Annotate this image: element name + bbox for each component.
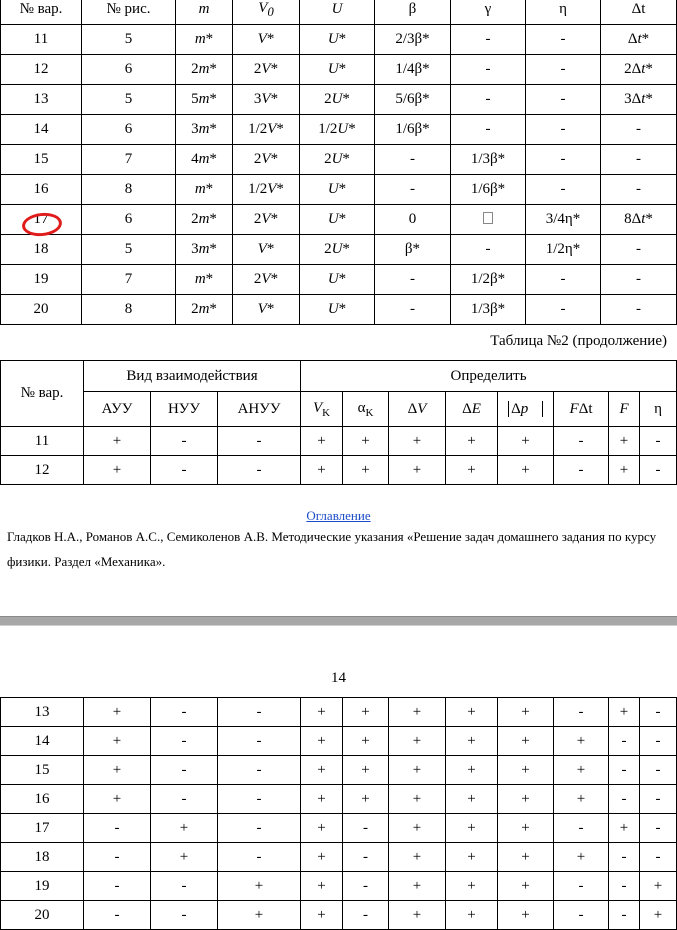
table-cell: 1/2η* (526, 235, 601, 265)
table-cell: - (640, 456, 677, 485)
table-cell: - (451, 85, 526, 115)
table-row (1, 872, 677, 901)
table-cell: + (498, 698, 554, 727)
table-cell: 2U* (300, 145, 375, 175)
table-subheader-row (1, 392, 677, 427)
table-cell: + (446, 901, 498, 930)
table-cell: + (498, 901, 554, 930)
table-cell: - (640, 785, 677, 814)
table-cell: + (389, 427, 446, 456)
table-row (1, 25, 677, 55)
table-row (1, 843, 677, 872)
header-cell: η (640, 392, 677, 427)
table-cell: + (498, 872, 554, 901)
table-cell: + (151, 843, 218, 872)
table-cell: + (446, 814, 498, 843)
table-row (1, 175, 677, 205)
table-cell: 3m* (176, 235, 233, 265)
header-group: Определить (301, 361, 677, 392)
table-cell: 17 (1, 205, 82, 235)
table-cell: + (84, 456, 151, 485)
table-cell: + (498, 756, 554, 785)
table-cell: - (84, 901, 151, 930)
header-cell: m (176, 0, 233, 25)
table-cell: - (151, 785, 218, 814)
table-cell: 12 (1, 55, 82, 85)
table-cell: + (301, 872, 343, 901)
table-cell: + (343, 427, 389, 456)
table-cell: 13 (1, 698, 84, 727)
table-cell: 19 (1, 265, 82, 295)
table-row (1, 756, 677, 785)
table-cell: 1/2V* (233, 115, 300, 145)
table-caption: Таблица №2 (продолжение) (490, 333, 667, 349)
table-cell: - (151, 901, 218, 930)
header-cell: F (609, 392, 640, 427)
table-cell: + (343, 785, 389, 814)
table-cell: + (446, 427, 498, 456)
table-cell: - (375, 175, 451, 205)
table-cell: + (498, 814, 554, 843)
table-cell: 2m* (176, 295, 233, 325)
table-cell: 1/2β* (451, 265, 526, 295)
header-cell: НУУ (151, 392, 218, 427)
table-cell: - (554, 814, 609, 843)
table-cell: + (301, 843, 343, 872)
table-cell: + (301, 814, 343, 843)
header-cell: $V_K$ (301, 392, 343, 427)
table-cell: 1/3β* (451, 145, 526, 175)
table-cell: + (446, 727, 498, 756)
table-cell: + (301, 785, 343, 814)
header-cell: Δp⃗ (498, 392, 554, 427)
header-cell: № рис. (82, 0, 176, 25)
table-cell: - (218, 814, 301, 843)
table-cell: - (84, 843, 151, 872)
table-cell: - (151, 756, 218, 785)
table-cell: 5 (82, 235, 176, 265)
table-cell: - (640, 843, 677, 872)
table-cell: + (609, 698, 640, 727)
table-cell: 16 (1, 785, 84, 814)
table-row (1, 85, 677, 115)
table-cell: 1/4β* (375, 55, 451, 85)
table-cell: + (446, 698, 498, 727)
table-cell: - (554, 698, 609, 727)
table-row (1, 727, 677, 756)
table-cell: + (389, 756, 446, 785)
v0-label: $V_0$ (258, 0, 274, 19)
table-cell: + (609, 814, 640, 843)
table-cell: - (554, 901, 609, 930)
empty-box-icon (483, 212, 493, 224)
table-cell: + (151, 814, 218, 843)
table-cell: + (640, 872, 677, 901)
table-cell: - (218, 756, 301, 785)
table-cell: V* (233, 235, 300, 265)
table-row (1, 456, 677, 485)
table-cell: + (446, 843, 498, 872)
table-cell: - (84, 814, 151, 843)
table-cell: - (375, 145, 451, 175)
table-cell: U* (300, 25, 375, 55)
table-row (1, 55, 677, 85)
table-cell: 5 (82, 85, 176, 115)
table-row (1, 265, 677, 295)
table-cell: + (301, 698, 343, 727)
table-cell: 16 (1, 175, 82, 205)
table-cell: 2V* (233, 55, 300, 85)
table-cell: - (218, 427, 301, 456)
table-cell: 1/6β* (375, 115, 451, 145)
table-cell: + (218, 901, 301, 930)
table-cell: 11 (1, 427, 84, 456)
table-cell: - (218, 456, 301, 485)
table-cell: - (601, 235, 677, 265)
table-row (1, 427, 677, 456)
table-cell: 6 (82, 55, 176, 85)
table-cell: 5 (82, 25, 176, 55)
table-cell: + (446, 785, 498, 814)
table-cell: - (218, 698, 301, 727)
table-cell: 14 (1, 727, 84, 756)
table-cell: 1/3β* (451, 295, 526, 325)
table-cell: - (601, 115, 677, 145)
table-cell: 7 (82, 145, 176, 175)
table-cell: 8Δt* (601, 205, 677, 235)
table-cell: 3/4η* (526, 205, 601, 235)
table-cell: 18 (1, 235, 82, 265)
table-cell: - (343, 814, 389, 843)
table-cell: - (601, 175, 677, 205)
table-cell: m* (176, 175, 233, 205)
table-cell: + (498, 427, 554, 456)
table-cell: + (446, 756, 498, 785)
table-cell: + (301, 456, 343, 485)
table-cell: - (218, 843, 301, 872)
table-cell: + (389, 843, 446, 872)
table-cell: - (609, 901, 640, 930)
table-cell: + (84, 698, 151, 727)
table-cell: + (84, 785, 151, 814)
table-cell: 14 (1, 115, 82, 145)
table-cell: 17 (1, 814, 84, 843)
table-cell: + (343, 456, 389, 485)
table-cell: U* (300, 295, 375, 325)
table-cell: + (389, 698, 446, 727)
table-cell: 5m* (176, 85, 233, 115)
table-cell: + (446, 456, 498, 485)
table-cell: 2V* (233, 205, 300, 235)
table-cell: 1/6β* (451, 175, 526, 205)
table-cell: + (389, 456, 446, 485)
header-cell: γ (451, 0, 526, 25)
table-cell: - (554, 427, 609, 456)
table-cell: 2m* (176, 55, 233, 85)
header-cell: $\alpha_K$ (343, 392, 389, 427)
table-cell: - (451, 115, 526, 145)
table-cell: + (389, 785, 446, 814)
table-cell: + (609, 427, 640, 456)
header-cell: U (300, 0, 375, 25)
table-cell: - (151, 456, 218, 485)
table-cell: - (375, 295, 451, 325)
table-cell: - (151, 872, 218, 901)
table-cell: 20 (1, 295, 82, 325)
header-cell: АНУУ (218, 392, 301, 427)
table-cell: - (526, 145, 601, 175)
table-cell: 20 (1, 901, 84, 930)
header-cell: № вар. (1, 361, 84, 427)
table-cell: 12 (1, 456, 84, 485)
table-cell: - (640, 814, 677, 843)
table-cell: 18 (1, 843, 84, 872)
table-cell: - (609, 727, 640, 756)
table-cell: m* (176, 25, 233, 55)
table-cell: - (218, 727, 301, 756)
table-cell: - (554, 872, 609, 901)
table-cell: 1/2V* (233, 175, 300, 205)
table-cell: + (609, 456, 640, 485)
table-row (1, 698, 677, 727)
table-cell: + (498, 843, 554, 872)
table-cell: + (554, 843, 609, 872)
table-cell: - (640, 756, 677, 785)
table-cell: - (526, 55, 601, 85)
table-cell: - (526, 85, 601, 115)
table-cell: 7 (82, 265, 176, 295)
header-cell: № вар. (1, 0, 82, 25)
table-cell: 6 (82, 205, 176, 235)
table-cell: - (451, 55, 526, 85)
table-row (1, 814, 677, 843)
table-cell: 13 (1, 85, 82, 115)
table-cell: 6 (82, 115, 176, 145)
table-cell: U* (300, 55, 375, 85)
table-cell: U* (300, 265, 375, 295)
header-cell: Δt (601, 0, 677, 25)
table-cell: + (498, 727, 554, 756)
table-cell: - (343, 872, 389, 901)
variants-table (0, 0, 677, 325)
header-cell: FΔt (554, 392, 609, 427)
interaction-table (0, 360, 677, 485)
table-cell: - (343, 901, 389, 930)
table-cell: - (609, 785, 640, 814)
table-cell: + (343, 756, 389, 785)
table-cell: + (554, 785, 609, 814)
table-cell: 4m* (176, 145, 233, 175)
table-cell: + (301, 756, 343, 785)
table-header-row (1, 0, 677, 25)
table-cell: 1/2U* (300, 115, 375, 145)
table-cell: - (609, 872, 640, 901)
table-cell: - (526, 295, 601, 325)
table-cell: + (84, 427, 151, 456)
table-cell: V* (233, 25, 300, 55)
page-number: 14 (331, 670, 346, 686)
table-cell: 3V* (233, 85, 300, 115)
table-cell: 5/6β* (375, 85, 451, 115)
table-cell: 2m* (176, 205, 233, 235)
table-cell: + (446, 872, 498, 901)
header-cell: АУУ (84, 392, 151, 427)
table-cell: - (554, 456, 609, 485)
table-cell: 3Δt* (601, 85, 677, 115)
table-row (1, 205, 677, 235)
table-cell: 15 (1, 145, 82, 175)
table-cell: - (151, 698, 218, 727)
table-cell: + (554, 727, 609, 756)
toc-link[interactable]: Оглавление (306, 508, 371, 523)
header-cell: ΔE (446, 392, 498, 427)
table-row (1, 901, 677, 930)
table-cell: - (451, 235, 526, 265)
table-cell: V* (233, 295, 300, 325)
table-cell: - (640, 698, 677, 727)
table-cell: β* (375, 235, 451, 265)
citation-text: Гладков Н.А., Романов А.С., Семиколенов А.В. Методические указания «Решение задач домашнего задания по курсу физики. Раздел «Механика». (7, 529, 657, 569)
table-cell: + (640, 901, 677, 930)
table-cell: - (84, 872, 151, 901)
header-cell: β (375, 0, 451, 25)
table-cell: - (151, 727, 218, 756)
table-cell: 11 (1, 25, 82, 55)
table-cell: - (601, 295, 677, 325)
table-cell: m* (176, 265, 233, 295)
table-header-row (1, 361, 677, 392)
table-cell: 19 (1, 872, 84, 901)
table-cell: U* (300, 205, 375, 235)
table-cell: + (554, 756, 609, 785)
table-cell: 8 (82, 295, 176, 325)
table-cell (451, 205, 526, 235)
table-row (1, 235, 677, 265)
table-cell: + (343, 698, 389, 727)
table-cell: 2U* (300, 85, 375, 115)
table-cell: + (389, 727, 446, 756)
table-cell: - (609, 756, 640, 785)
table-cell: 2Δt* (601, 55, 677, 85)
table-cell: + (301, 427, 343, 456)
table-row (1, 145, 677, 175)
table-cell: - (343, 843, 389, 872)
table-cell: + (389, 901, 446, 930)
table-cell: + (301, 901, 343, 930)
table-cell: - (451, 25, 526, 55)
header-group: Вид взаимодействия (84, 361, 301, 392)
table-cell: U* (300, 175, 375, 205)
table-cell: - (640, 727, 677, 756)
table-cell: 2U* (300, 235, 375, 265)
table-cell: - (151, 427, 218, 456)
table-row (1, 295, 677, 325)
table-cell: + (84, 727, 151, 756)
interaction-table-continued (0, 697, 677, 930)
table-cell: + (389, 814, 446, 843)
table-cell: + (498, 785, 554, 814)
table-cell: - (601, 265, 677, 295)
table-cell: + (218, 872, 301, 901)
table-cell: + (498, 456, 554, 485)
table-cell: - (526, 25, 601, 55)
table-cell: - (640, 427, 677, 456)
table-cell: 2V* (233, 145, 300, 175)
table-row (1, 115, 677, 145)
table-cell: 0 (375, 205, 451, 235)
table-cell: 15 (1, 756, 84, 785)
table-cell: - (526, 175, 601, 205)
table-cell: 3m* (176, 115, 233, 145)
table-cell: + (301, 727, 343, 756)
table-cell: 2V* (233, 265, 300, 295)
table-cell: + (343, 727, 389, 756)
table-row (1, 785, 677, 814)
header-cell: η (526, 0, 601, 25)
header-cell (233, 0, 300, 25)
table-cell: - (375, 265, 451, 295)
table-cell: Δt* (601, 25, 677, 55)
table-cell: + (389, 872, 446, 901)
table-cell: - (609, 843, 640, 872)
table-cell: - (526, 115, 601, 145)
header-cell: ΔV (389, 392, 446, 427)
table-cell: 2/3β* (375, 25, 451, 55)
table-cell: - (601, 145, 677, 175)
table-cell: - (526, 265, 601, 295)
table-cell: - (218, 785, 301, 814)
table-cell: + (84, 756, 151, 785)
table-cell: 8 (82, 175, 176, 205)
page-separator (0, 616, 677, 626)
